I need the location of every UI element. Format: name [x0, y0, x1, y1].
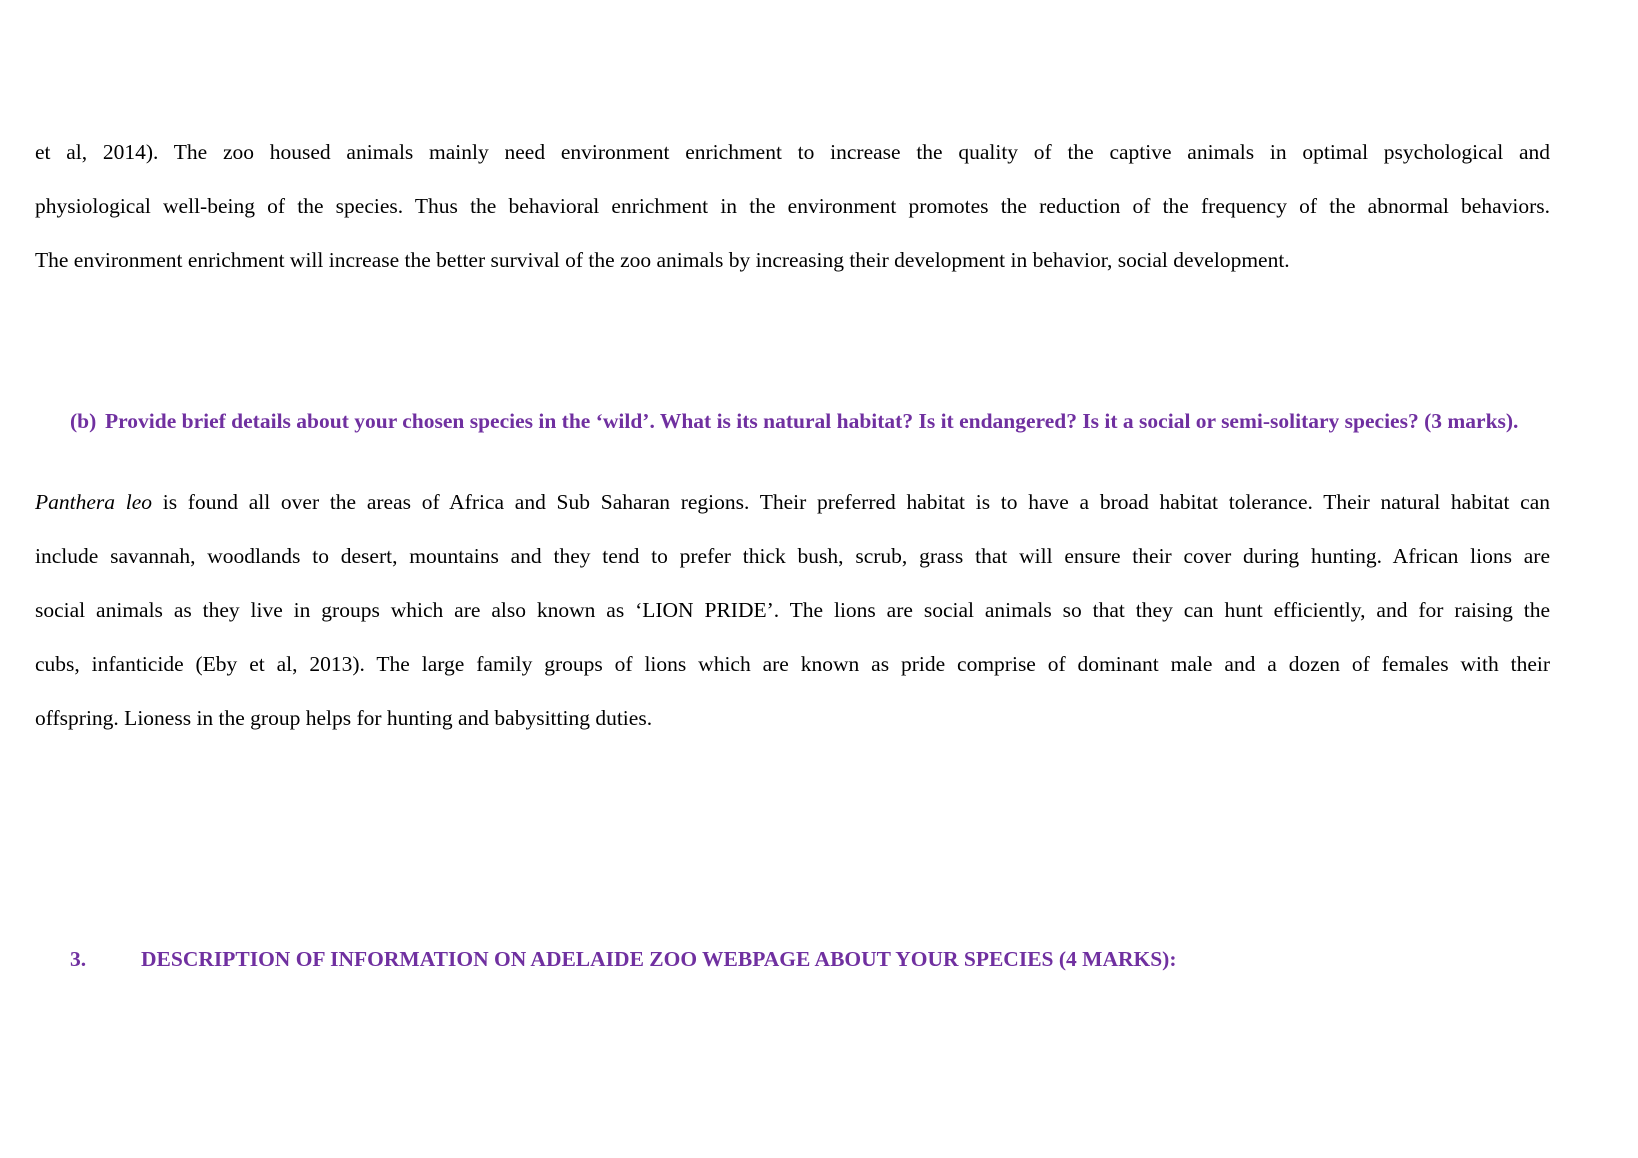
paragraph-line: physiological well-being of the species. Thus the behavioral enrichment in the environment promotes the reduction of the frequency of the abnormal behaviors. — [35, 194, 1550, 218]
paragraph-line: et al, 2014). The zoo housed animals mainly need environment enrichment to increase the quality of the captive animals in optimal psychological and — [35, 140, 1550, 164]
paragraph-line — [35, 475, 1550, 529]
species-name: Panthera leo — [35, 490, 153, 514]
question-b-heading — [70, 408, 1550, 435]
paragraph-line: social animals as they live in groups which are also known as ‘LION PRIDE’. The lions are social animals so that they can hunt efficiently, and for raising the — [35, 598, 1550, 622]
paragraph-line: include savannah, woodlands to desert, mountains and they tend to prefer thick bush, scrub, grass that will ensure their cover during hunting. African lions are — [35, 544, 1550, 568]
paragraph-line-text: is found all over the areas of Africa and Sub Saharan regions. Their preferred habitat is to have a broad habitat tolerance. Their natural habitat can — [152, 490, 1550, 514]
question-marker: (b) — [70, 409, 97, 433]
section-title: DESCRIPTION OF INFORMATION ON ADELAIDE ZOO WEBPAGE ABOUT YOUR SPECIES (4 MARKS): — [141, 947, 1177, 971]
paragraph-line: The environment enrichment will increase the better survival of the zoo animals by increasing their development in behavior, social development. — [35, 248, 1290, 272]
section-number: 3. — [70, 947, 87, 971]
section-3-heading — [70, 946, 1177, 973]
paragraph-line: offspring. Lioness in the group helps for hunting and babysitting duties. — [35, 706, 653, 730]
paragraph-line: cubs, infanticide (Eby et al, 2013). The large family groups of lions which are known as pride comprise of dominant male and a dozen of females with their — [35, 652, 1550, 676]
body-paragraph-enrichment — [35, 125, 1550, 287]
body-paragraph-habitat — [35, 475, 1550, 745]
question-text: Provide brief details about your chosen species in the ‘wild’. What is its natural habitat? Is it endangered? Is it a social or semi-solitary species? (3 marks). — [105, 409, 1519, 433]
